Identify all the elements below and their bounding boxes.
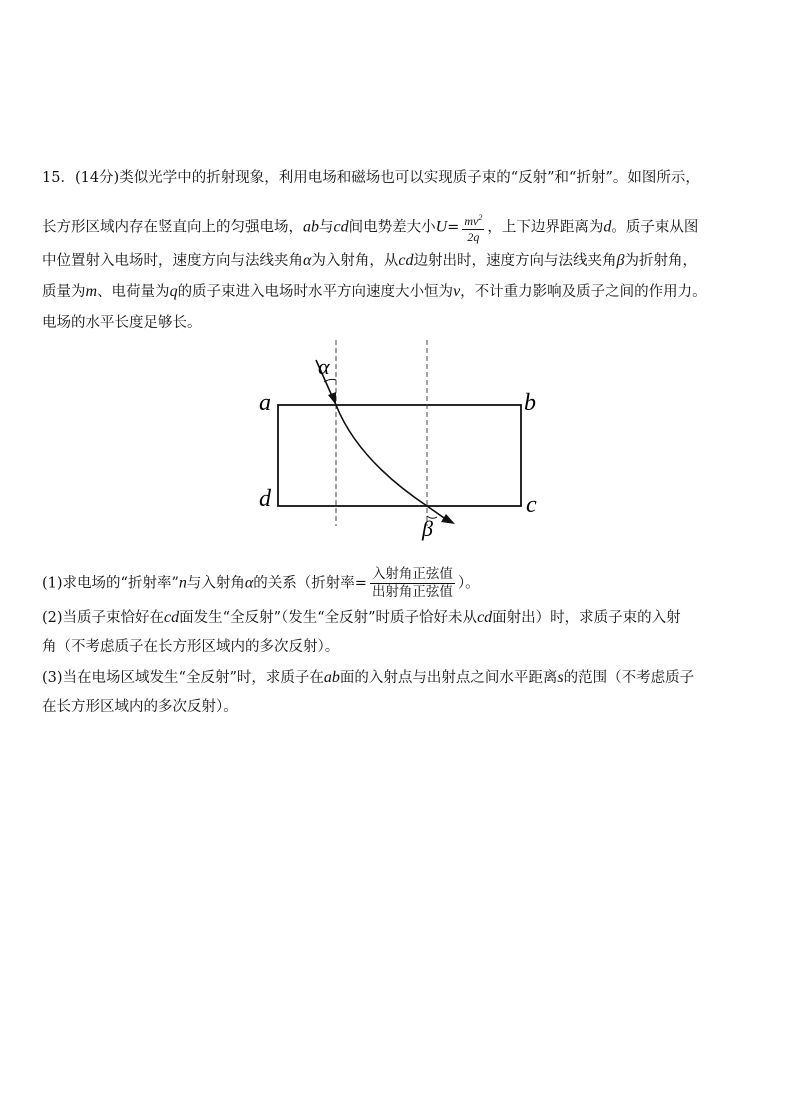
problem-text: ，不计重力影响及质子之间的作用力。 bbox=[460, 284, 707, 300]
problem-text: 中位置射入电场时，速度方向与法线夹角 bbox=[42, 253, 303, 269]
question-text: 面发生“全反射”（发生“全反射”时质子恰好未从 bbox=[179, 610, 478, 626]
problem-text: 。质子束从图 bbox=[611, 219, 699, 236]
question-3 bbox=[42, 668, 694, 688]
problem-text: 与 bbox=[319, 219, 334, 236]
problem-line-5 bbox=[42, 313, 202, 333]
fraction-denominator: 出射角正弦值 bbox=[371, 584, 453, 600]
label-beta: β bbox=[422, 516, 433, 541]
numerator-text: mv bbox=[464, 214, 479, 228]
problem-text: ，上下边界距离为 bbox=[487, 219, 604, 236]
question-text: 的关系（折射率= bbox=[253, 575, 367, 592]
var-u: U bbox=[435, 218, 448, 236]
question-text: 面射出）时，求质子束的入射 bbox=[492, 610, 681, 626]
fraction-numerator bbox=[462, 210, 484, 230]
label-d: d bbox=[259, 486, 271, 512]
var-d: d bbox=[603, 218, 612, 236]
var-v: v bbox=[453, 283, 461, 300]
problem-text: 为折射角， bbox=[624, 253, 697, 269]
problem-text: 电场的水平长度足够长。 bbox=[42, 315, 202, 331]
problem-text: 15．(14分)类似光学中的折射现象，利用电场和磁场也可以实现质子束的“反射”和“折射”。如图所示， bbox=[42, 170, 700, 186]
var-alpha: α bbox=[244, 574, 254, 592]
problem-line-4 bbox=[42, 282, 707, 302]
label-alpha: α bbox=[318, 354, 330, 379]
label-b: b bbox=[524, 390, 536, 416]
refraction-index-fraction bbox=[370, 566, 455, 601]
question-text: ）。 bbox=[457, 575, 480, 592]
electric-field-diagram bbox=[250, 340, 550, 545]
question-3-line-2 bbox=[42, 697, 238, 717]
problem-text: 间电势差大小 bbox=[348, 219, 436, 236]
var-cd: cd bbox=[477, 609, 493, 626]
var-q: q bbox=[169, 283, 178, 300]
question-text: (1)求电场的“折射率” bbox=[42, 575, 179, 592]
problem-text: 边射出时，速度方向与法线夹角 bbox=[413, 253, 617, 269]
problem-line-2 bbox=[42, 210, 698, 245]
var-cd: cd bbox=[164, 609, 180, 626]
problem-text: 的质子束进入电场时水平方向速度大小恒为 bbox=[177, 284, 454, 300]
problem-text: 长方形区域内存在竖直向上的匀强电场， bbox=[42, 219, 303, 236]
var-s: s bbox=[557, 669, 564, 686]
question-2-line-2 bbox=[42, 637, 339, 657]
question-1 bbox=[42, 566, 480, 601]
equals-sign: = bbox=[447, 219, 460, 236]
question-text: (2)当质子束恰好在 bbox=[42, 610, 165, 626]
field-rectangle bbox=[278, 405, 521, 506]
question-text: (3)当在电场区域发生“全反射”时，求质子在 bbox=[42, 670, 324, 686]
voltage-fraction bbox=[462, 210, 484, 245]
question-text: 角（不考虑质子在长方形区域内的多次反射）。 bbox=[42, 639, 340, 655]
problem-line-1 bbox=[42, 168, 700, 188]
question-text: 的范围（不考虑质子 bbox=[563, 670, 695, 686]
fraction-denominator: 2q bbox=[467, 230, 480, 244]
question-text: 与入射角 bbox=[186, 575, 245, 592]
var-beta: β bbox=[616, 252, 625, 269]
exponent: 2 bbox=[478, 213, 483, 222]
var-m: m bbox=[85, 283, 98, 300]
problem-text: 质量为 bbox=[42, 284, 86, 300]
var-n: n bbox=[178, 574, 187, 592]
question-text: 面的入射点与出射点之间水平距离 bbox=[339, 670, 558, 686]
question-2 bbox=[42, 608, 681, 628]
problem-text: 为入射角，从 bbox=[311, 253, 399, 269]
var-cd: cd bbox=[398, 252, 414, 269]
question-text: 在长方形区域内的多次反射）。 bbox=[42, 699, 238, 715]
proton-trajectory bbox=[336, 405, 427, 506]
exit-arrowhead bbox=[441, 514, 455, 524]
fraction-numerator: 入射角正弦值 bbox=[371, 566, 453, 582]
var-ab: ab bbox=[303, 218, 319, 236]
label-a: a bbox=[259, 390, 271, 416]
var-alpha: α bbox=[303, 252, 312, 269]
problem-text: 、电荷量为 bbox=[97, 284, 170, 300]
incident-arrowhead bbox=[328, 392, 336, 405]
problem-line-3 bbox=[42, 251, 697, 271]
label-c: c bbox=[526, 492, 537, 518]
var-ab: ab bbox=[323, 669, 340, 686]
var-cd: cd bbox=[333, 218, 349, 236]
